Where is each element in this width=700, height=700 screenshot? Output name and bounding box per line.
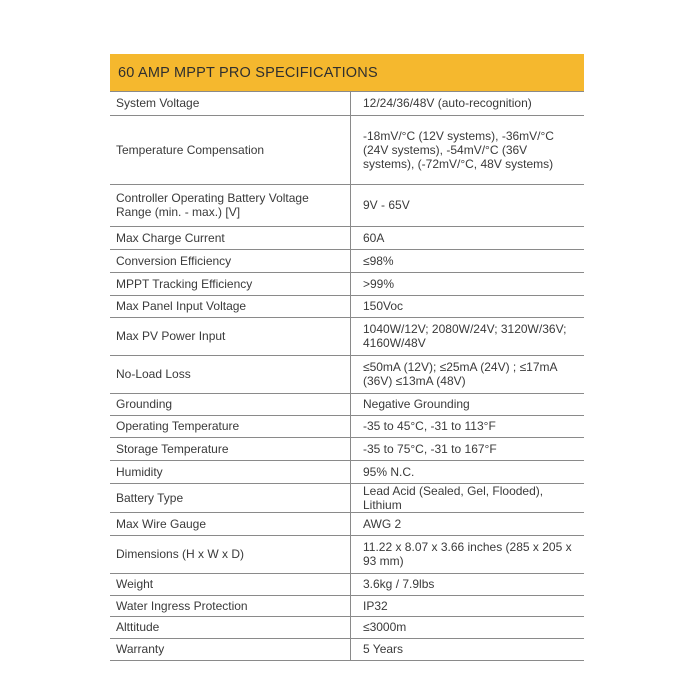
table-row — [110, 512, 584, 535]
spec-label: Controller Operating Battery Voltage Range (min. - max.) [V] — [110, 184, 351, 226]
table-row — [110, 226, 584, 249]
spec-label: Max Panel Input Voltage — [110, 295, 351, 317]
table-row — [110, 272, 584, 295]
spec-value: AWG 2 — [351, 512, 585, 535]
spec-value: 60A — [351, 226, 585, 249]
table-row — [110, 184, 584, 226]
spec-sheet — [110, 54, 584, 661]
spec-label: Max Wire Gauge — [110, 512, 351, 535]
spec-title: 60 AMP MPPT PRO SPECIFICATIONS — [110, 54, 584, 92]
table-row — [110, 573, 584, 595]
spec-value: ≤50mA (12V); ≤25mA (24V) ; ≤17mA (36V) ≤13mA (48V) — [351, 355, 585, 393]
table-row — [110, 616, 584, 638]
table-row — [110, 317, 584, 355]
spec-value: 11.22 x 8.07 x 3.66 inches (285 x 205 x 93 mm) — [351, 535, 585, 573]
table-row — [110, 595, 584, 616]
spec-label: Max Charge Current — [110, 226, 351, 249]
table-row — [110, 460, 584, 483]
spec-label: No-Load Loss — [110, 355, 351, 393]
spec-value: 1040W/12V; 2080W/24V; 3120W/36V; 4160W/48V — [351, 317, 585, 355]
spec-value: 3.6kg / 7.9lbs — [351, 573, 585, 595]
spec-value: 12/24/36/48V (auto-recognition) — [351, 92, 585, 115]
table-row — [110, 393, 584, 415]
spec-value: 150Voc — [351, 295, 585, 317]
spec-label: Storage Temperature — [110, 437, 351, 460]
spec-label: Operating Temperature — [110, 415, 351, 437]
spec-value: >99% — [351, 272, 585, 295]
table-row — [110, 535, 584, 573]
spec-label: Weight — [110, 573, 351, 595]
spec-label: Max PV Power Input — [110, 317, 351, 355]
table-row — [110, 415, 584, 437]
spec-label: Water Ingress Protection — [110, 595, 351, 616]
spec-label: Humidity — [110, 460, 351, 483]
spec-label: Grounding — [110, 393, 351, 415]
spec-value: IP32 — [351, 595, 585, 616]
table-row — [110, 249, 584, 272]
table-row — [110, 638, 584, 660]
table-row — [110, 115, 584, 184]
spec-value: -35 to 75°C, -31 to 167°F — [351, 437, 585, 460]
spec-value: -18mV/°C (12V systems), -36mV/°C (24V systems), -54mV/°C (36V systems), (-72mV/°C, 48V systems) — [351, 115, 585, 184]
table-row — [110, 92, 584, 115]
table-row — [110, 295, 584, 317]
spec-value: 9V - 65V — [351, 184, 585, 226]
spec-value: -35 to 45°C, -31 to 113°F — [351, 415, 585, 437]
spec-label: Alttitude — [110, 616, 351, 638]
spec-value: 5 Years — [351, 638, 585, 660]
table-row — [110, 355, 584, 393]
spec-label: MPPT Tracking Efficiency — [110, 272, 351, 295]
spec-value: Negative Grounding — [351, 393, 585, 415]
spec-value: Lead Acid (Sealed, Gel, Flooded), Lithium — [351, 483, 585, 512]
table-row — [110, 437, 584, 460]
spec-label: System Voltage — [110, 92, 351, 115]
spec-label: Warranty — [110, 638, 351, 660]
spec-label: Dimensions (H x W x D) — [110, 535, 351, 573]
spec-label: Temperature Compensation — [110, 115, 351, 184]
spec-label: Battery Type — [110, 483, 351, 512]
spec-value: ≤3000m — [351, 616, 585, 638]
spec-table — [110, 92, 584, 661]
spec-label: Conversion Efficiency — [110, 249, 351, 272]
spec-value: ≤98% — [351, 249, 585, 272]
spec-value: 95% N.C. — [351, 460, 585, 483]
table-row — [110, 483, 584, 512]
